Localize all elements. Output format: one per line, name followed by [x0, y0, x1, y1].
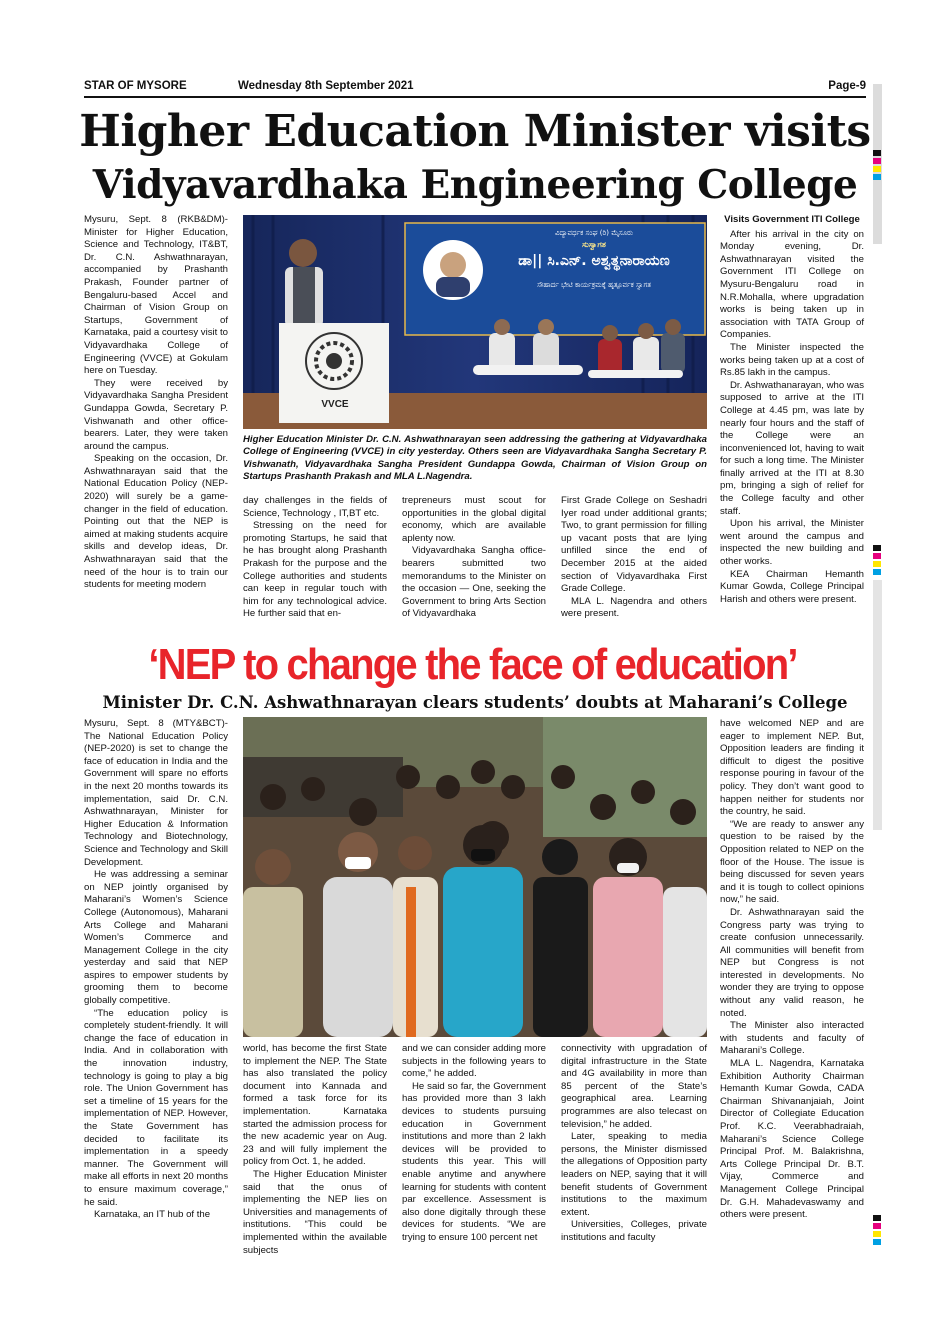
paragraph: “The education policy is completely student-friendly. It will change the face of education in India. And in collaboration with the innovation industry, technology is going to play a big role. The Union Government has set a timeline of 15 years for the implementation of NEP. However, the State Government has decided to facilitate its implementation in a speedy manner. The Government will make all efforts in next 20 months to ensure maximum coverage,” he said. [84, 1007, 228, 1208]
story1-column-2 [243, 495, 387, 621]
story2-column-1 [84, 718, 228, 1222]
story1-column-3 [402, 495, 546, 621]
masthead [84, 80, 866, 96]
paragraph: He was addressing a seminar on NEP jointly organised by Maharani’s Women’s Science College (Autonomous), Maharani Arts College and Maharani Women’s Commerce and Management College in the city yesterday and said that NEP aspires to empower students by grooming them to become globally competitive. [84, 869, 228, 1007]
banner-line-1: ವಿದ್ಯಾವರ್ಧಕ ಸಂಘ (ರಿ) ಮೈಸೂರು [555, 229, 633, 237]
paragraph: day challenges in the fields of Science, Technology , IT,BT etc. [243, 495, 387, 519]
banner-line-2: ಸುಸ್ವಾಗತ [582, 240, 606, 249]
paragraph: Dr. Ashwathnarayan said the Congress party was trying to create confusion unnecessarily. All communities will benefit from NEP but Congress is not interested in developments. No wonder they are trying to oppose without any valid reason, he noted. [720, 906, 864, 1019]
paragraph: Stressing on the need for promoting Startups, he said that he has brought along Prashanth Prakash for the purpose and the College authorities and students can keep in regular touch with him for any technological advice. He further said that en- [243, 520, 387, 620]
paragraph: “We are ready to answer any question to be raised by the Opposition related to NEP on the floor of the House. The issue is being discussed for seven years and it is tough to collect opinions now,” he said. [720, 818, 864, 906]
paragraph: He said so far, the Government has provided more than 3 lakh devices to students pursuing education in Government institutions and more than 2 lakh devices will be provided to students this year. This will enable anytime and anywhere learning for students with content par excellence. Assessment is also done digitally through these devices for students. “We are trying to ensure 100 percent net [402, 1080, 546, 1243]
crowd-photo-illustration [243, 717, 707, 1037]
paragraph: Dr. Ashwathanarayan, who was supposed to arrive at the ITI College at 4.45 pm, was late by nearly four hours and the staff of the College were an inconvenienced lot, having to wait for such a long time. The Minister finally arrived at the ITI at 8.30 pm, bringing a sigh of relief for the College faculty and other staff. [720, 379, 864, 517]
iti-subheading: Visits Government ITI College [724, 214, 860, 225]
paragraph: Mysuru, Sept. 8 (RKB&DM)- Minister for Higher Education, Science and Technology, IT&BT, Dr. C.N. Ashwathnarayan, accompanied by Prashanth Prakash, Founder partner of Bengaluru-based Accel and Chairman of Vision Group on Startups, Government of Karnataka, paid a courtesy visit to Vidyavardhaka College of Engineering (VVCE) at Gokulam here on Tuesday. [84, 214, 228, 377]
maharani-college-photo [243, 717, 707, 1037]
paragraph: world, has become the first State to implement the NEP. The State has also translated the policy document into Kannada and formed a task force for its implementation. Karnataka started the admission process for the new academic year on Aug. 23 and will fully implement the policy from Oct. 1, he added. [243, 1043, 387, 1168]
vvce-stage-photo [243, 215, 707, 429]
paragraph: have welcomed NEP and are eager to implement NEP. But, Opposition leaders are finding it difficult to digest the positive response pouring in favour of the policy. They don’t want good to happen neither for students nor the country, he said. [720, 718, 864, 818]
paragraph: MLA L. Nagendra, Karnataka Exhibition Authority Chairman Hemanth Kumar Gowda, CADA Chairman Shivananjaiah, Joint Director of Collegiate Education Prof. K.C. Veerabhadraiah, Maharani’s Science College Principal Prof. M. Balakrishna, Arts College Principal Dr. B.T. Vijay, Commerce and Management College Principal Dr. G.H. Mahadevaswamy and others were present. [720, 1058, 864, 1221]
story2-column-5 [720, 718, 864, 1222]
masthead-rule [84, 96, 866, 98]
banner-line-4: ಸೌಹಾರ್ದ ಭೇಟಿ ಕಾರ್ಯಕ್ರಮಕ್ಕೆ ಹೃತ್ಪೂರ್ವಕ ಸ್ವಾಗತ [537, 281, 651, 289]
story1-column-5 [720, 214, 864, 606]
story1-headline-line1: Higher Education Minister visits [79, 106, 871, 157]
paragraph: Vidyavardhaka Sangha office-bearers submitted two memorandums to the Minister on the occasion — One, seeking the Government to bring Arts Section of Vidyavardhaka [402, 545, 546, 620]
podium-logo-text: VVCE [321, 399, 349, 410]
paragraph: MLA L. Nagendra and others were present. [561, 595, 707, 620]
paragraph: KEA Chairman Hemanth Kumar Gowda, College Principal Harish and others were present. [720, 568, 864, 605]
story2-column-2 [243, 1043, 387, 1257]
story2-column-3 [402, 1043, 546, 1245]
paragraph: Mysuru, Sept. 8 (MTY&BCT)- The National Education Policy (NEP-2020) is set to change the face of education in India and the Government will spare no efforts in the next 20 months towards its implementation, said Dr. C.N. Ashwathnarayan, Minister for Higher Education & Information Technology and Biotechnology, Science and Technology and Skill Development. [84, 718, 228, 868]
paragraph: They were received by Vidyavardhaka Sangha President Gundappa Gowda, Secretary P. Vishwanath and other office-bearers. Later, they were taken around the campus. [84, 377, 228, 452]
paragraph: The Minister inspected the works being taken up at a cost of Rs.85 lakh in the campus. [720, 341, 864, 379]
paragraph: Upon his arrival, the Minister went around the campus and inspected the new building and other works. [720, 518, 864, 568]
story2-headline: ‘NEP to change the face of education’ [148, 641, 797, 689]
story1-headline-line2: Vidyavardhaka Engineering College [92, 162, 858, 208]
story1-column-1 [84, 214, 228, 592]
paragraph: Karnataka, an IT hub of the [94, 1209, 211, 1221]
issue-date: Wednesday 8th September 2021 [238, 80, 414, 92]
paragraph: After his arrival in the city on Monday evening, Dr. Ashwathnarayan visited the Government ITI College on Mysuru-Bengaluru road in N.R.Mohalla, where upgradation works is being taken up in association with TATA Group of Companies. [720, 228, 864, 341]
story1-photo-caption: Higher Education Minister Dr. C.N. Ashwathnarayan seen addressing the gathering at Vidyavardhaka College of Engineering (VVCE) in city yesterday. Others seen are Vidyavardhaka Sangha Secretary P. Vishwanath, Vidyavardhaka Sangha President Gundappa Gowda, Chairman of Vision Group on Startups Prashanth Prakash and MLA L.Nagendra. [243, 434, 707, 483]
page-number: Page-9 [828, 80, 866, 92]
paragraph: The Minister also interacted with students and faculty of Maharani’s College. [720, 1020, 864, 1057]
paragraph: Speaking on the occasion, Dr. Ashwathnarayan said that the National Education Policy (NEP-2020) will surely be a game-changer in the field of education. Pointing out that the NEP is aimed at making students acquire skills and develop ideas, Dr. Ashwathnarayan said that the need of the hour is to train our students for meeting modern [84, 453, 228, 591]
story1-column-4 [561, 495, 707, 621]
paragraph: and we can consider adding more subjects in the following years to come,” he added. [402, 1043, 546, 1080]
paragraph: Universities, Colleges, private institutions and faculty [561, 1219, 707, 1243]
story2-deck: Minister Dr. C.N. Ashwathnarayan clears students’ doubts at Maharani’s College [102, 693, 848, 712]
paragraph: Later, speaking to media persons, the Minister dismissed the allegations of Opposition party leaders on NEP, saying that it will benefit students of Government institutions to the maximum extent. [561, 1131, 707, 1218]
paragraph: connectivity with upgradation of digital infrastructure in the State and 4G availability in more than 85 percent of the State’s geographical area. Learning programmes are also telecast on television,” he added. [561, 1043, 707, 1130]
banner-name: ಡಾ|| ಸಿ.ಎನ್. ಅಶ್ವತ್ಥನಾರಾಯಣ [518, 253, 670, 269]
paragraph: First Grade College on Seshadri Iyer road under additional grants; Two, to grant permission for filling up vacant posts that are lying unfilled since the end of December 2015 at the aided section of Vidyavardhaka First Grade College. [561, 495, 707, 595]
paragraph: The Higher Education Minister said that the onus of implementing the NEP lies on Universities and managements of institutions. “This could be implemented within the available subjects [243, 1168, 387, 1256]
paragraph: trepreneurs must scout for opportunities in the global digital economy, which are available aplenty now. [402, 495, 546, 544]
publication-name: STAR OF MYSORE [84, 80, 187, 92]
story2-column-4 [561, 1043, 707, 1245]
